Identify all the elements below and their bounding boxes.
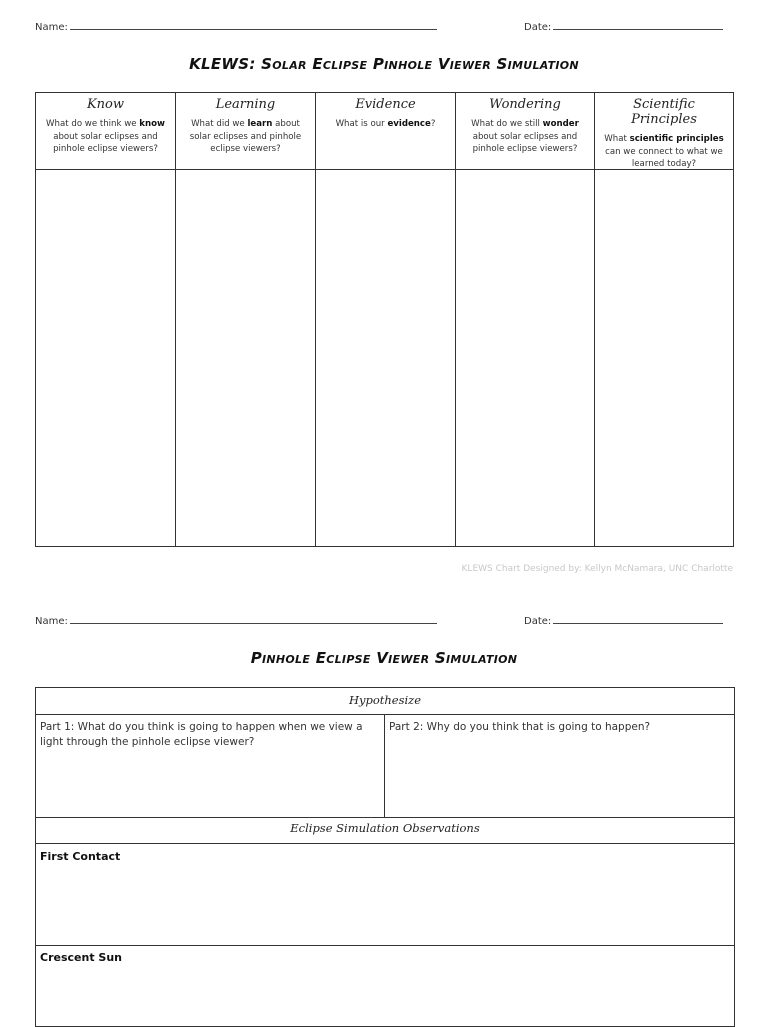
column-question: What do we think we know about solar eclipses and pinhole eclipse viewers? (46, 119, 165, 154)
column-question: What did we learn about solar eclipses and pinhole eclipse viewers? (189, 119, 302, 154)
klews-column-wondering (456, 93, 595, 546)
column-question: What do we still wonder about solar eclipses and pinhole eclipse viewers? (471, 119, 579, 154)
hypothesize-heading: Hypothesize (348, 693, 422, 707)
column-heading: Learning (215, 97, 276, 112)
crescent-sun-label: Crescent Sun (40, 951, 122, 964)
klews-column-header (316, 93, 455, 170)
klews-chart (35, 92, 734, 547)
name-blank[interactable] (70, 20, 437, 30)
first-contact-label: First Contact (40, 850, 121, 863)
divider (36, 945, 734, 946)
divider (36, 817, 734, 818)
column-heading: Evidence (355, 97, 416, 112)
divider (36, 714, 734, 715)
date-blank[interactable] (553, 614, 723, 624)
klews-column-scientific-principles (595, 93, 733, 546)
date-label: Date: (524, 616, 552, 627)
date-blank[interactable] (553, 20, 723, 30)
klews-column-header (36, 93, 175, 170)
klews-column-header (176, 93, 315, 170)
klews-column-header (456, 93, 594, 170)
name-label: Name: (35, 22, 68, 33)
chart-credit: KLEWS Chart Designed by: Kellyn McNamara, UNC Charlotte (461, 564, 733, 574)
name-field[interactable] (35, 20, 437, 33)
klews-title: KLEWS: Solar Eclipse Pinhole Viewer Simulation (189, 55, 579, 73)
column-heading: Scientific Principles (631, 97, 697, 127)
klews-column-know (36, 93, 176, 546)
name-label: Name: (35, 616, 68, 627)
klews-column-evidence (316, 93, 456, 546)
hypothesis-part2[interactable]: Part 2: Why do you think that is going to happen? (389, 721, 651, 733)
date-field[interactable] (524, 20, 723, 33)
date-label: Date: (524, 22, 552, 33)
klews-column-header (595, 93, 733, 170)
column-heading: Know (86, 97, 125, 112)
name-field[interactable] (35, 614, 437, 627)
pinhole-worksheet-table (35, 687, 735, 1027)
pinhole-title: Pinhole Eclipse Viewer Simulation (250, 649, 518, 667)
date-field[interactable] (524, 614, 723, 627)
divider (36, 843, 734, 844)
column-heading: Wondering (489, 97, 561, 112)
name-blank[interactable] (70, 614, 437, 624)
hypothesis-part1[interactable]: Part 1: What do you think is going to happen when we view a light through the pinhole eclipse viewer? (40, 721, 363, 748)
divider (384, 714, 385, 817)
column-question: What scientific principles can we connect to what we learned today? (604, 134, 724, 169)
klews-column-learning (176, 93, 316, 546)
column-question: What is our evidence? (335, 119, 436, 129)
observations-heading: Eclipse Simulation Observations (290, 821, 480, 835)
